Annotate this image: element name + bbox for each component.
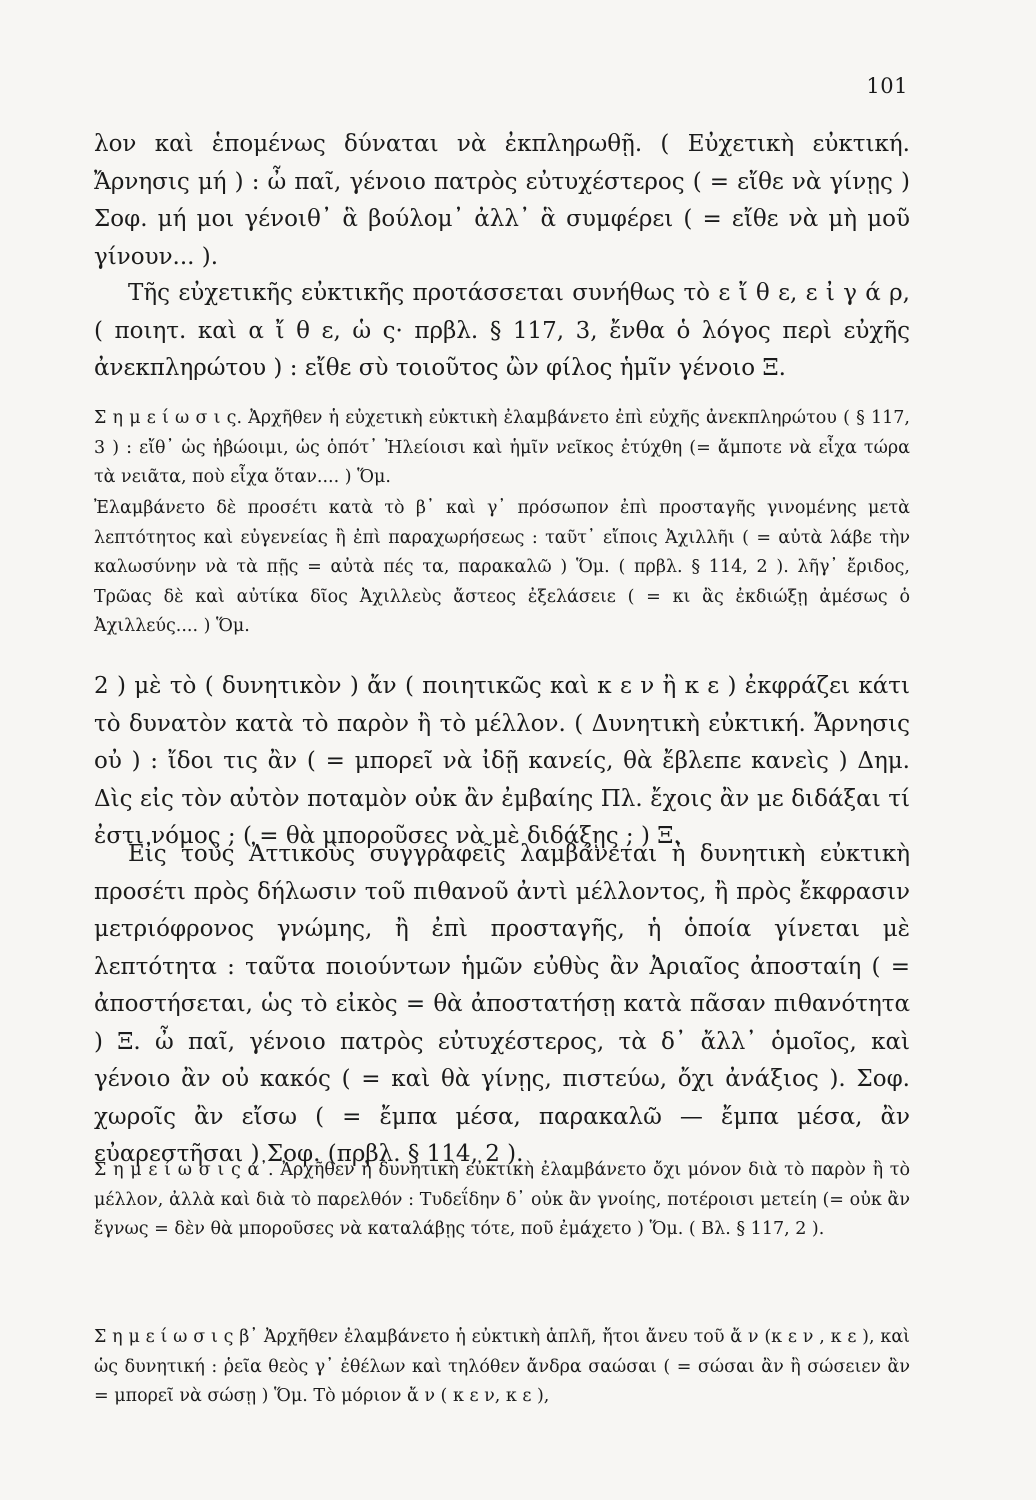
paragraph-attic-usage — [94, 836, 910, 1174]
paragraph-text: Σ η μ ε ί ω σ ι ς. Ἀρχῆθεν ἡ εὐχετικὴ εὐκτικὴ ἐλαμβάνετο ἐπὶ εὐχῆς ἀνεκπληρώτου ( § 117, 3 ) : εἴθ᾽ ὡς ἡβώοιμι, ὡς ὁπότ᾽ Ἠλείοισι καὶ ἡμῖν νεῖκος ἐτύχθη (= ἄμποτε νὰ εἶχα τώρα τὰ νειᾶτα, ποὺ εἶχα ὅταν.... ) Ὅμ. — [94, 408, 910, 487]
paragraph-text: Ἐλαμβάνετο δὲ προσέτι κατὰ τὸ β᾽ καὶ γ᾽ πρόσωπον ἐπὶ προσταγῆς γινομένης μετὰ λεπτότητος καὶ εὐγενείας ἢ ἐπὶ παραχωρήσεως : ταῦτ᾽ εἴποις Ἀχιλλῆι ( = αὐτὰ λάβε τὴν καλωσύνην νὰ τὰ πῇς = αὐτὰ πές τα, παρακαλῶ ) Ὅμ. ( πρβλ. § 114, 2 ). λῆγ᾽ ἔριδος, Τρῶας δὲ καὶ αὐτίκα δῖος Ἀχιλλεὺς ἄστεος ἐξελάσειε ( = κι ἂς ἐκδιώξῃ ἀμέσως ὁ Ἀχιλλεύς.... ) Ὅμ. — [94, 498, 910, 636]
note-wish-unfulfilled — [94, 404, 910, 493]
paragraph-text: 2 ) μὲ τὸ ( δυνητικὸν ) ἄν ( ποιητικῶς καὶ κ ε ν ἢ κ ε ) ἐκφράζει κάτι τὸ δυνατὸν κατὰ τὸ παρὸν ἢ τὸ μέλλον. ( Δυνητικὴ εὐκτική. Ἄρνησις οὐ ) : ἴδοι τις ἂν ( = μπορεῖ νὰ ἰδῇ κανείς, θὰ ἔβλεπε κανεὶς ) Δημ. Δὶς εἰς τὸν αὐτὸν ποταμὸν οὐκ ἂν ἐμβαίης Πλ. ἔχοις ἂν με διδάξαι τί ἐστι νόμος ; ( = θὰ μποροῦσες νὰ μὲ διδάξῃς ; ) Ξ. — [94, 673, 910, 849]
paragraph-potential-optative — [94, 668, 910, 856]
paragraph-text: Τῆς εὐχετικῆς εὐκτικῆς προτάσσεται συνήθως τὸ ε ἴ θ ε, ε ἰ γ ά ρ, ( ποιητ. καὶ α ἴ θ ε, ὡ ς· πρβλ. § 117, 3, ἔνθα ὁ λόγος περὶ εὐχῆς ἀνεκπληρώτου ) : εἴθε σὺ τοιοῦτος ὢν φίλος ἡμῖν γένοιο Ξ. — [94, 280, 910, 381]
note-b-simple-optative — [94, 1323, 910, 1412]
page-number: 101 — [866, 74, 908, 98]
paragraph-text: Σ η μ ε ί ω σ ι ς β᾽ Ἀρχῆθεν ἐλαμβάνετο ἡ εὐκτικὴ ἁπλῆ, ἤτοι ἄνευ τοῦ ἄ ν (κ ε ν , κ ε ), καὶ ὡς δυνητική : ῥεῖα θεὸς γ᾽ ἐθέλων καὶ τηλόθεν ἄνδρα σαώσαι ( = σώσαι ἂν ἢ σώσειεν ἂν = μπορεῖ νὰ σώσῃ ) Ὅμ. Τὸ μόριον ἄ ν ( κ ε ν, κ ε ), — [94, 1327, 910, 1406]
paragraph-eithe — [94, 275, 910, 388]
paragraph-optative-wish — [94, 126, 910, 276]
note-a-past — [94, 1156, 910, 1245]
note-command-concession — [94, 494, 910, 642]
paragraph-text: λον καὶ ἑπομένως δύναται νὰ ἐκπληρωθῇ. ( Εὐχετικὴ εὐκτική. Ἄρνησις μή ) : ὦ παῖ, γένοιο πατρὸς εὐτυχέστερος ( = εἴθε νὰ γίνῃς ) Σοφ. μή μοι γένοιθ᾽ ἃ βούλομ᾽ ἀλλ᾽ ἃ συμφέρει ( = εἴθε νὰ μὴ μοῦ γίνουν... ). — [94, 131, 910, 270]
paragraph-text: Σ η μ ε ί ω σ ι ς α᾽. Ἀρχῆθεν ἡ δυνητικὴ εὐκτικὴ ἐλαμβάνετο ὄχι μόνον διὰ τὸ παρὸν ἢ τὸ μέλλον, ἀλλὰ καὶ διὰ τὸ παρελθόν : Τυδεΐδην δ᾽ οὐκ ἂν γνοίης, ποτέροισι μετείη (= οὐκ ἂν ἔγνως = δὲν θὰ μποροῦσες νὰ καταλάβῃς τότε, ποῦ ἐμάχετο ) Ὅμ. ( Βλ. § 117, 2 ). — [94, 1160, 910, 1239]
paragraph-text: Εἰς τοὺς Ἀττικοὺς συγγραφεῖς λαμβάνεται ἡ δυνητικὴ εὐκτικὴ προσέτι πρὸς δήλωσιν τοῦ πιθανοῦ ἀντὶ μέλλοντος, ἢ πρὸς ἔκφρασιν μετριόφρονος γνώμης, ἢ ἐπὶ προσταγῆς, ἡ ὁποία γίνεται μὲ λεπτότητα : ταῦτα ποιούντων ἡμῶν εὐθὺς ἂν Ἀριαῖος ἀποσταίη ( = ἀποστήσεται, ὡς τὸ εἰκὸς = θὰ ἀποστατήσῃ κατὰ πᾶσαν πιθανότητα ) Ξ. ὦ παῖ, γένοιο πατρὸς εὐτυχέστερος, τὰ δ᾽ ἄλλ᾽ ὁμοῖος, καὶ γένοιο ἂν οὐ κακός ( = καὶ θὰ γίνῃς, πιστεύω, ὄχι ἀνάξιος ). Σοφ. χωροῖς ἂν εἴσω ( = ἔμπα μέσα, παρακαλῶ — ἔμπα μέσα, ἂν εὐαρεστῆσαι ) Σοφ. (πρβλ. § 114, 2 ). — [94, 841, 910, 1167]
